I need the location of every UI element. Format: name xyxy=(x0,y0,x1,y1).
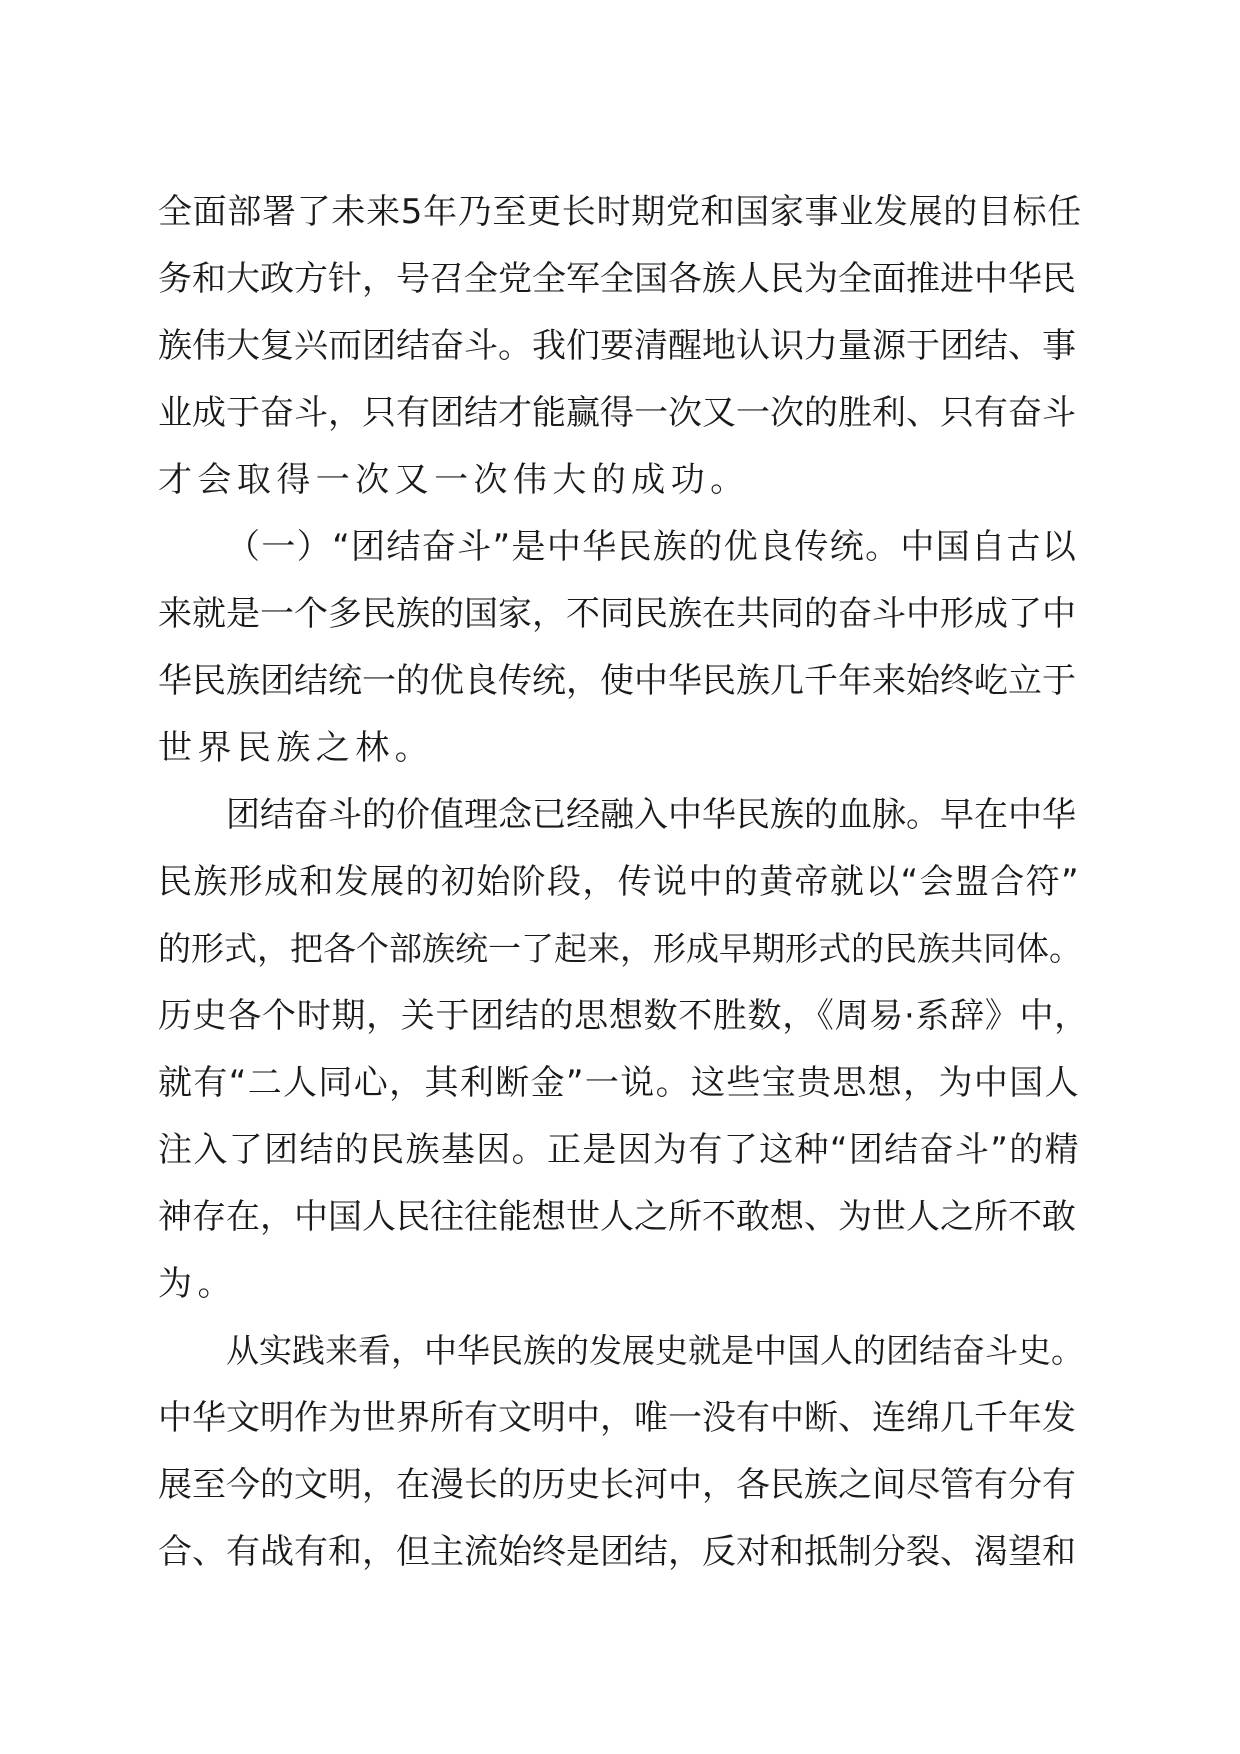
text-line: 神存在，中国人民往往能想世人之所不敢想、为世人之所不敢 xyxy=(158,1197,1076,1237)
text-line: 民族形成和发展的初始阶段，传说中的黄帝就以“会盟合符” xyxy=(158,862,1080,902)
text-line: 来就是一个多民族的国家，不同民族在共同的奋斗中形成了中 xyxy=(158,594,1076,634)
text-line: 族伟大复兴而团结奋斗。我们要清醒地认识力量源于团结、事 xyxy=(158,326,1076,366)
text-line: 的形式，把各个部族统一了起来，形成早期形式的民族共同体。 xyxy=(158,929,1082,968)
text-line: 才会取得一次又一次伟大的成功。 xyxy=(158,460,750,500)
paragraph-first-line: 团结奋斗的价值理念已经融入中华民族的血脉。早在中华 xyxy=(226,795,1076,835)
text-line: 华民族团结统一的优良传统，使中华民族几千年来始终屹立于 xyxy=(158,661,1076,701)
section-heading-line: （一）“团结奋斗”是中华民族的优良传统。中国自古以 xyxy=(226,527,1078,567)
text-line: 注入了团结的民族基因。正是因为有了这种“团结奋斗”的精 xyxy=(158,1130,1080,1170)
text-line: 中华文明作为世界所有文明中，唯一没有中断、连绵几千年发 xyxy=(158,1398,1076,1438)
text-line: 就有“二人同心，其利断金”一说。这些宝贵思想，为中国人 xyxy=(158,1063,1080,1103)
text-line: 为。 xyxy=(158,1264,237,1304)
paragraph-first-line: 从实践来看，中华民族的发展史就是中国人的团结奋斗史。 xyxy=(226,1331,1084,1370)
text-line: 历史各个时期，关于团结的思想数不胜数，《周易·系辞》中， xyxy=(158,996,1089,1036)
text-line: 业成于奋斗，只有团结才能赢得一次又一次的胜利、只有奋斗 xyxy=(158,393,1076,433)
text-line: 务和大政方针，号召全党全军全国各族人民为全面推进中华民 xyxy=(158,259,1076,299)
text-line: 合、有战有和，但主流始终是团结，反对和抵制分裂、渴望和 xyxy=(158,1532,1076,1572)
text-line: 世界民族之林。 xyxy=(158,728,435,768)
text-line: 展至今的文明，在漫长的历史长河中，各民族之间尽管有分有 xyxy=(158,1465,1076,1505)
text-line: 全面部署了未来5年乃至更长时期党和国家事业发展的目标任 xyxy=(158,192,1082,232)
